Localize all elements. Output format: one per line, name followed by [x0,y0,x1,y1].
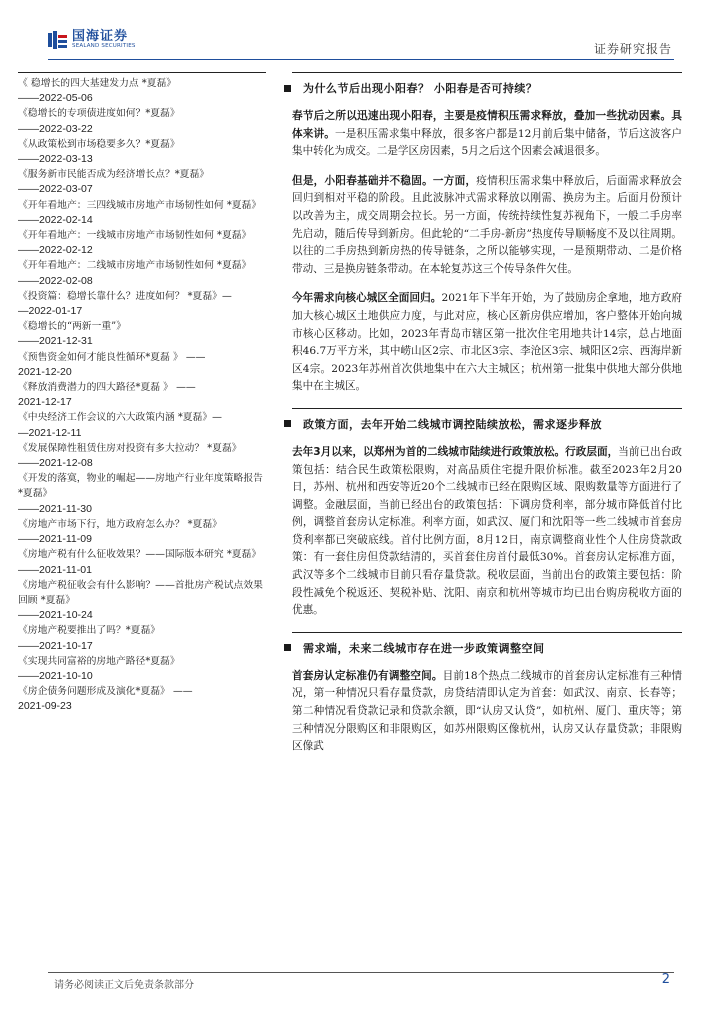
reference-date: 2021-12-17 [18,396,72,409]
reference-date: ——2021-11-01 [18,563,92,576]
reference-title: 《房地产税征收会有什么影响？——首批房产税试点效果回顾 *夏磊》 [18,579,263,606]
reference-title: 《开年看地产：一线城市房地产市场韧性如何 *夏磊》 [18,230,252,242]
footer-divider [48,972,674,973]
reference-item[interactable] [18,350,266,380]
reference-item[interactable] [18,258,266,288]
reference-date: ——2021-10-17 [18,639,93,652]
reference-title: 《稳增长的专项债进度如何？*夏磊》 [18,108,180,120]
reference-list [18,76,266,715]
section-heading [292,72,682,96]
body-paragraph [292,290,682,396]
reference-item[interactable] [18,289,266,319]
reference-item[interactable] [18,471,266,517]
paragraph-text: 目前18个热点二线城市的首套房认定标准有三种情况，第一种情况只看存量贷款，房贷结清即认定为首套：如武汉、南京、长春等；第二种情况看贷款记录和贷款余额，即“认房又认贷”，如杭州、厦门、重庆等；第三种情况分限购区和非限购区，如苏州限购区像杭州，认房又认存量贷款；非限购区像武 [292,669,682,753]
square-bullet-icon [284,420,291,427]
reference-title: 《服务新市民能否成为经济增长点？*夏磊》 [18,169,210,181]
main-content [292,72,682,768]
reference-date: ——2022-02-12 [18,244,93,257]
reference-item[interactable] [18,517,266,547]
paragraph-lead: 首套房认定标准仍有调整空间。 [292,669,443,682]
reference-item[interactable] [18,547,266,577]
column-divider [18,72,266,73]
reference-date: ——2022-03-22 [18,122,93,135]
section-title: 需求端，未来二线城市存在进一步政策调整空间 [303,641,545,655]
reference-date: 2021-09-23 [18,700,72,713]
square-bullet-icon [284,644,291,651]
paragraph-lead: 春节后之所以迅速出现小阳春，主要是疫情积压需求释放，叠加一些扰动因素。具体来讲。 [292,110,682,140]
reference-title: 《稳增长的“两新一重”》 [18,321,126,333]
reference-title: 《中央经济工作会议的六大政策内涵 *夏磊》— [18,412,222,424]
reference-title: 《实现共同富裕的房地产路径*夏磊》 [18,655,180,667]
reference-date: 2021-12-20 [18,365,72,378]
reference-date: ——2021-12-08 [18,457,93,470]
reference-date: ——2021-10-24 [18,609,93,622]
reference-item[interactable] [18,167,266,197]
reference-title: 《投资篇：稳增长靠什么？进度如何？ *夏磊》— [18,290,232,302]
reference-title: 《房地产市场下行，地方政府怎么办？ *夏磊》 [18,518,222,530]
disclaimer-note: 请务必阅读正文后免责条款部分 [54,980,194,991]
reference-date: ——2021-11-30 [18,502,92,515]
reference-item[interactable] [18,106,266,136]
reference-date: ——2022-02-14 [18,213,93,226]
paragraph-lead: 但是，小阳春基础并不稳固。一方面， [292,174,477,187]
reference-item[interactable] [18,198,266,228]
body-paragraph [292,444,682,620]
reference-date: ——2022-03-07 [18,183,93,196]
reference-title: 《开发的落寞，物业的崛起——房地产行业年度策略报告 *夏磊》 [18,473,263,500]
logo-icon [48,31,68,49]
paragraph-text: 当前已出台政策包括：结合民生政策松限购，对高品质住宅提升限价标准。截至2023年2月20日，苏州、杭州和西安等近20个二线城市已经在限购区域、限购数量等方面进行了调整。金融层面，当前已经出台的政策包括：下调房贷利率，部分城市降低首付比例，调整首套房认定标准。利率方面，如武汉、厦门和沈阳等一些二线城市首套房贷利率都已突破底线。首付比例方面，8月12日，南京调整商业性个人住房贷款政策：有一套住房但贷款结清的，买首套住房首付最低30%。首套房认定标准方面，武汉等多个二线城市目前只看存量贷款。税收层面，当前出台的政策主要包括：阶段性减免个税返还、契税补贴、沈阳、南京和杭州等城市均已出台购房税收方面的优惠。 [292,445,683,617]
reference-title: 《房企债务问题形成及演化*夏磊》 —— [18,686,193,698]
body-paragraph [292,108,682,161]
logo-en-text: SEALAND SECURITIES [72,43,136,49]
reference-title: 《释放消费潜力的四大路径*夏磊 》 —— [18,382,196,394]
header-divider [48,59,674,60]
square-bullet-icon [284,85,291,92]
paragraph-lead: 今年需求向核心城区全面回归。 [292,292,442,305]
reference-title: 《开年看地产：三四线城市房地产市场韧性如何 *夏磊》 [18,199,262,211]
body-paragraph [292,173,682,279]
reference-item[interactable] [18,76,266,106]
reference-date: —2021-12-11 [18,426,82,439]
report-type: 证券研究报告 [593,42,672,56]
reference-item[interactable] [18,380,266,410]
page-number: 2 [661,972,670,987]
reference-item[interactable] [18,684,266,714]
reference-item[interactable] [18,137,266,167]
reference-date: ——2022-05-06 [18,92,93,105]
reference-item[interactable] [18,623,266,653]
reference-item[interactable] [18,319,266,349]
paragraph-text: 疫情积压需求集中释放后，后面需求释放会回归到相对平稳的阶段。且此波脉冲式需求释放以刚需、换房为主。后面月份预计以改善为主，成交周期会拉长。另一方面，传统持续性复苏视角下，一般二手房率先启动，随后传导到新房。但此轮的“二手房-新房”热度传导顺畅度不及以往周期。以往的二手房热到新房热的传导链条，之所以能够实现，一是预期带动、二是价格带动、三是换房链条带动。在本轮复苏这三个传导条件欠佳。 [292,174,682,275]
reference-title: 《发展保障性租赁住房对投资有多大拉动？ *夏磊》 [18,442,242,454]
page-header [0,0,724,70]
reference-item[interactable] [18,654,266,684]
reference-date: ——2022-02-08 [18,274,93,287]
reference-title: 《房地产税有什么征收效果？——国际版本研究 *夏磊》 [18,549,262,561]
related-reports-column [18,72,266,715]
body-paragraph [292,668,682,756]
paragraph-text: 一是积压需求集中释放，很多客户都是12月前后集中储备，节后这波客户集中转化为成交。二是学区房因素，5月之后这个因素会减退很多。 [292,127,682,158]
section-title: 为什么节后出现小阳春？ 小阳春是否可持续？ [303,82,538,95]
section-title: 政策方面，去年开始二线城市调控陆续放松，需求逐步释放 [303,417,602,431]
paragraph-text: 2021年下半年开始，为了鼓励房企拿地，地方政府加大核心城区土地供应力度，与此对应，核心区新房供应增加，客户整体开始向城市核心区移动。比如，2023年青岛市辖区第一批次住宅用地共计14宗，总占地面积46.7万平方米，其中崂山区2宗、市北区3宗、李沧区3宗、城阳区2宗、西海岸新区4宗。2023年苏州首次供地集中在六大主城区；杭州第一批集中供地大部分供地集中在主城区。 [292,292,682,393]
logo-cn-text: 国海证券 [72,29,129,44]
reference-title: 《预售资金如何才能良性循环*夏磊 》 —— [18,351,206,363]
section-heading [292,632,682,656]
section-heading [292,408,682,432]
reference-item[interactable] [18,410,266,440]
reference-item[interactable] [18,441,266,471]
reference-item[interactable] [18,228,266,258]
paragraph-lead: 去年3月以来，以郑州为首的二线城市陆续进行政策放松。行政层面， [292,445,619,458]
reference-item[interactable] [18,578,266,624]
reference-date: ——2021-12-31 [18,335,93,348]
reference-date: ——2022-03-13 [18,153,93,166]
reference-title: 《开年看地产：二线城市房地产市场韧性如何 *夏磊》 [18,260,252,272]
reference-title: 《房地产税要推出了吗？*夏磊》 [18,625,161,637]
reference-date: ——2021-10-10 [18,669,93,682]
reference-title: 《从政策松到市场稳要多久？*夏磊》 [18,138,180,150]
reference-title: 《 稳增长的四大基建发力点 *夏磊》 [18,78,177,89]
reference-date: ——2021-11-09 [18,533,92,546]
reference-date: —2022-01-17 [18,305,83,318]
company-logo [48,30,136,50]
